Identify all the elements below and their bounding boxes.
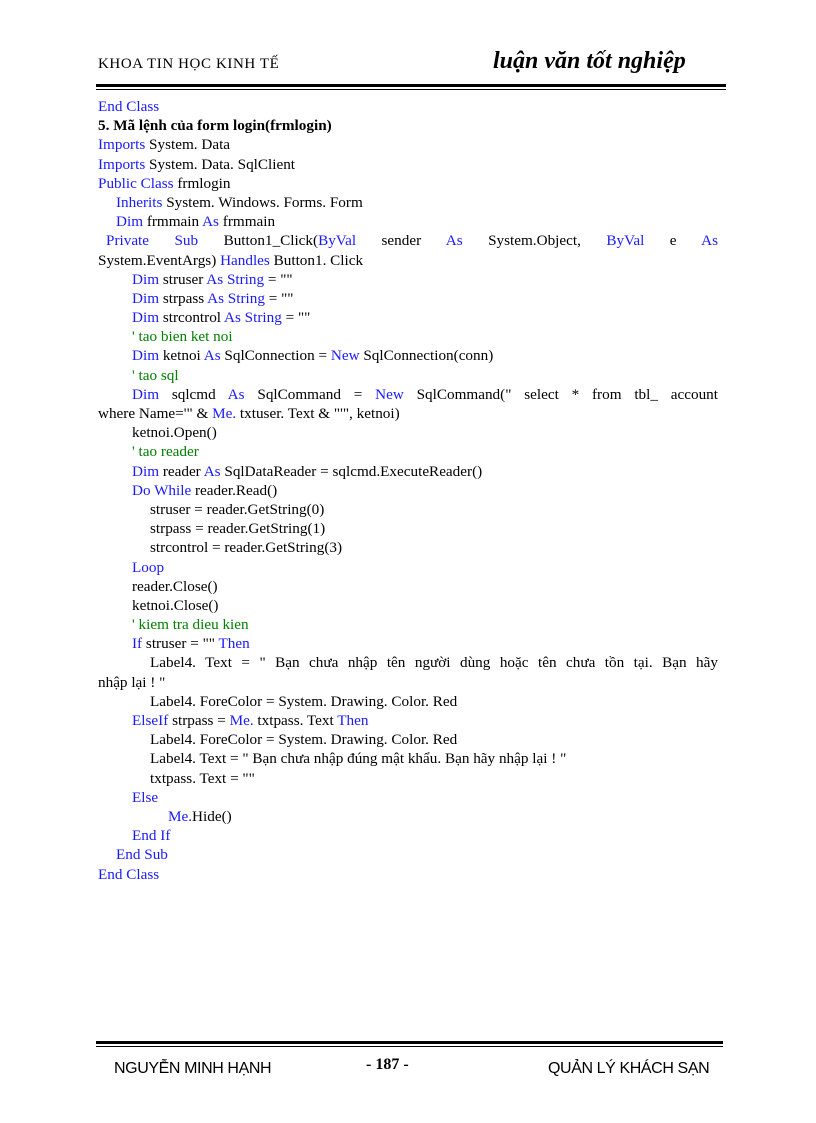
code-text [149,232,174,249]
code-line [98,788,718,807]
code-line [98,174,718,193]
code-text: nhập lại ! " [98,673,166,691]
code-text: = "" [264,270,293,288]
footer-project-title: QUẢN LÝ KHÁCH SẠN [548,1060,710,1077]
code-keyword: Dim [132,289,160,307]
code-text: System. Windows. Forms. Form [162,193,363,211]
footer-rule-thick [96,1041,723,1044]
code-text: System. Data. SqlClient [145,155,296,173]
code-line [98,653,718,672]
code-keyword: Then [337,712,369,729]
code-keyword: Loop [132,558,165,576]
code-text: System.EventArgs) [98,251,221,269]
code-text: txtpass. Text [253,712,338,729]
code-line [98,442,718,461]
code-text: strpass = [168,712,230,729]
header-rule-thick [96,84,726,87]
code-keyword: As [203,347,221,365]
code-line [98,769,718,788]
code-text: SqlDataReader = sqlcmd.ExecuteReader() [220,462,483,480]
code-text: strcontrol = reader.GetString(3) [150,539,343,557]
code-text: Label4. Text = " Bạn chưa nhập đúng mật khẩu. Bạn hãy nhập lại ! " [150,750,567,768]
code-keyword: Public Class [98,174,174,192]
code-line [98,519,718,538]
code-line [98,577,718,596]
code-text: = "" [264,289,294,307]
code-keyword: As [203,462,221,480]
code-text: Button1. Click [269,251,364,269]
code-keyword: Else [132,788,159,806]
code-text: frmmain [218,213,276,231]
code-comment: ' tao reader [132,443,199,461]
code-line [98,135,718,154]
code-line [98,749,718,768]
code-line [98,538,718,557]
code-text: sqlcmd [159,385,228,403]
code-line [98,711,718,730]
code-line [98,193,718,212]
code-line [98,231,718,250]
header-rule-thin [96,89,726,90]
code-text: ketnoi.Open() [132,424,217,442]
code-keyword: Dim [132,270,160,288]
code-text: strcontrol [159,309,224,327]
code-keyword: End Class [98,865,160,883]
code-text: Label4. Text = " Bạn chưa nhập tên người dùng hoặc tên chưa tồn tại. Bạn hãy [150,654,718,672]
code-line [98,270,718,289]
code-line [98,500,718,519]
code-text: struser [159,270,207,288]
code-line [98,385,718,404]
header-thesis-title: luận văn tốt nghiệp [493,48,686,74]
code-line [98,634,718,653]
code-keyword: Handles [220,251,270,269]
code-keyword: ByVal [318,232,357,250]
code-keyword: New [330,347,360,365]
code-text: SqlConnection = [220,347,331,365]
code-keyword: Imports [98,136,146,154]
code-text: where Name='" & [98,405,213,422]
code-line [98,97,718,116]
code-text: struser = reader.GetString(0) [150,500,325,518]
code-keyword: As [227,385,245,403]
code-text: SqlCommand(" select * from tbl_ account [403,385,718,403]
code-text: frmmain [143,213,203,231]
code-keyword: Dim [132,347,160,365]
code-keyword: As String [206,270,265,288]
code-comment: ' kiem tra dieu kien [132,616,249,634]
code-text: e [644,232,702,250]
code-line [98,865,718,884]
code-text: SqlConnection(conn) [359,347,494,365]
code-line [98,807,718,826]
header-faculty: KHOA TIN HỌC KINH TẾ [98,56,280,72]
code-line [98,308,718,327]
code-keyword: ByVal [606,232,645,250]
section-heading [98,116,718,135]
code-text: txtuser. Text & "'", ketnoi) [236,405,400,422]
code-keyword: New [375,385,404,403]
code-text: Label4. ForeColor = System. Drawing. Color. Red [150,692,458,710]
code-line [98,462,718,481]
code-text: SqlCommand = [244,385,376,403]
code-listing [98,97,718,884]
code-text: strpass [159,289,208,307]
code-text: ketnoi.Close() [132,596,219,614]
code-text: reader.Close() [132,577,218,595]
code-keyword: As [202,213,219,231]
code-text: Button1_Click( [198,232,319,250]
code-keyword: End Sub [116,846,168,864]
code-line [98,404,718,423]
code-text: System.Object, [462,232,607,250]
code-text: System. Data [145,136,231,154]
code-keyword: If [132,635,143,653]
code-text: Label4. ForeColor = System. Drawing. Color. Red [150,731,458,749]
code-text: = "" [281,309,311,327]
code-keyword: Dim [116,213,144,231]
code-text: txtpass. Text = "" [150,769,255,787]
code-text: reader.Read() [191,481,278,499]
code-text: reader [159,462,204,480]
footer-author: NGUYỄN MINH HẠNH [114,1060,272,1077]
code-line [98,615,718,634]
code-keyword: Private [106,232,150,250]
code-keyword: Sub [174,232,199,250]
code-keyword: ElseIf [132,712,169,729]
code-comment: ' tao sql [132,366,179,384]
code-text: struser = "" [142,635,219,653]
code-keyword: Dim [132,462,160,480]
code-keyword: As String [207,289,265,307]
code-line [98,730,718,749]
code-keyword: Then [218,635,250,653]
code-keyword: Me. [168,807,193,825]
code-line [98,826,718,845]
code-line [98,673,718,692]
code-keyword: As [701,232,718,250]
code-keyword: End If [132,827,171,845]
code-comment: ' tao bien ket noi [132,328,233,346]
code-keyword: Dim [132,309,160,327]
code-text: ketnoi [159,347,204,365]
code-keyword: As String [223,309,282,327]
code-line [98,558,718,577]
code-keyword: Me. [229,712,254,729]
code-text: Hide() [192,807,232,825]
code-text: frmlogin [173,174,231,192]
code-keyword: Inherits [116,193,163,211]
code-line [98,212,718,231]
code-text: sender [356,232,446,250]
code-keyword: Imports [98,155,146,173]
code-line [98,423,718,442]
code-line [98,845,718,864]
code-line [98,481,718,500]
code-keyword: Dim [132,385,160,403]
code-line [98,596,718,615]
code-text: 5. Mã lệnh của form login(frmlogin) [98,117,332,135]
code-line [98,155,718,174]
code-keyword: As [445,232,463,250]
code-line [98,692,718,711]
code-line [98,289,718,308]
code-line [98,366,718,385]
code-line [98,327,718,346]
code-line [98,346,718,365]
code-keyword: End Class [98,98,160,115]
footer-rule-thin [96,1046,723,1047]
code-text: strpass = reader.GetString(1) [150,520,326,538]
code-keyword: Do While [132,481,192,499]
footer-page-number: - 187 - [366,1056,409,1073]
code-line [98,251,718,270]
code-keyword: Me. [212,405,237,422]
